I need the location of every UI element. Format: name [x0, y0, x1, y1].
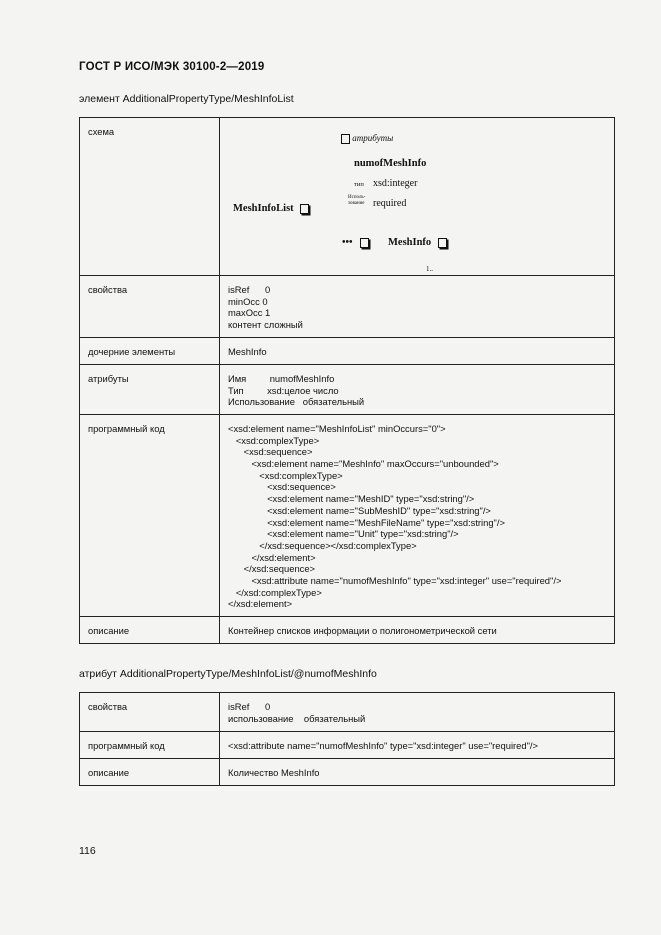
property-line: minOcc 0 [228, 295, 268, 307]
code-line: </xsd:sequence></xsd:complexType> [228, 539, 417, 551]
description-value: Количество MeshInfo [220, 759, 615, 786]
code-line: <xsd:complexType> [228, 469, 343, 481]
code-line: </xsd:sequence> [228, 563, 316, 575]
row-label: программный код [80, 732, 220, 759]
table-row-properties [80, 693, 615, 732]
property-line: isRef 0 [228, 701, 271, 712]
multiplicity: 1.. [426, 265, 433, 273]
page-title: ГОСТ Р ИСО/МЭК 30100-2—2019 [79, 61, 265, 73]
code-line: <xsd:element name="MeshFileName" type="xsd:string"/> [228, 516, 505, 528]
attributes-label: атрибуты [352, 133, 394, 143]
row-label: описание [80, 617, 220, 644]
code-line: <xsd:attribute name="numofMeshInfo" type="xsd:integer" use="required"/> [228, 575, 562, 587]
attribute-spec-table [79, 692, 615, 786]
attribute-line: Использование обязательный [228, 396, 365, 408]
child-box-icon [438, 238, 447, 248]
properties-cell [220, 693, 615, 732]
sequence-box-icon [360, 238, 369, 248]
code-line: <xsd:element name="MeshID" type="xsd:string"/> [228, 493, 475, 505]
schema-diagram [220, 118, 615, 276]
element-name: MeshInfoList [233, 203, 294, 214]
table-row-schema [80, 118, 615, 276]
row-label: описание [80, 759, 220, 786]
row-label: схема [80, 118, 220, 276]
attribute-section-heading: атрибут AdditionalPropertyType/MeshInfoList/@numofMeshInfo [79, 668, 377, 680]
row-label: свойства [80, 693, 220, 732]
attributes-cell [220, 364, 615, 414]
property-line: контент сложный [228, 319, 303, 331]
row-label: атрибуты [80, 364, 220, 414]
table-row-description [80, 617, 615, 644]
children-value: MeshInfo [220, 337, 615, 364]
code-line: <xsd:element name="MeshInfo" maxOccurs="unbounded"> [228, 458, 499, 470]
code-line: </xsd:element> [228, 598, 293, 610]
row-label: программный код [80, 414, 220, 616]
table-row-properties [80, 276, 615, 338]
type-value: xsd:integer [373, 178, 418, 189]
property-line: isRef 0 [228, 284, 271, 295]
sequence-node [342, 237, 369, 249]
table-row-code [80, 414, 615, 616]
type-key: тип [354, 181, 364, 188]
code-line: <xsd:element name="MeshInfoList" minOccurs="0"> [228, 422, 446, 434]
sequence-symbol: ••• [342, 237, 353, 248]
code-line: </xsd:element> [228, 551, 316, 563]
row-label: дочерние элементы [80, 337, 220, 364]
row-label: свойства [80, 276, 220, 338]
child-node [388, 237, 447, 249]
property-line: использование обязательный [228, 712, 366, 724]
code-line: <xsd:element name="Unit" type="xsd:string"/> [228, 528, 459, 540]
attribute-name: numofMeshInfo [354, 158, 427, 169]
code-cell [220, 414, 615, 616]
attribute-line: Имя numofMeshInfo [228, 372, 335, 384]
use-value: required [373, 198, 407, 209]
element-section-heading: элемент AdditionalPropertyType/MeshInfoList [79, 93, 294, 105]
attributes-group [341, 133, 393, 145]
code-line: <xsd:complexType> [228, 434, 320, 446]
properties-cell [220, 276, 615, 338]
table-row-code [80, 732, 615, 759]
property-line: maxOcc 1 [228, 307, 271, 319]
element-node [233, 203, 309, 215]
description-value: Контейнер списков информации о полигонометрической сети [220, 617, 615, 644]
element-spec-table [79, 117, 615, 644]
code-line: <xsd:element name="SubMeshID" type="xsd:string"/> [228, 504, 491, 516]
code-line: <xsd:sequence> [228, 446, 313, 458]
code-line: <xsd:sequence> [228, 481, 336, 493]
child-name: MeshInfo [388, 237, 432, 248]
use-key: Исполь- зование [348, 195, 366, 206]
code-line: </xsd:complexType> [228, 586, 322, 598]
table-row-description [80, 759, 615, 786]
table-row-children [80, 337, 615, 364]
code-value: <xsd:attribute name="numofMeshInfo" type="xsd:integer" use="required"/> [220, 732, 615, 759]
element-box-icon [300, 204, 309, 214]
page-number: 116 [79, 845, 96, 857]
attribute-line: Тип xsd:целое число [228, 384, 339, 396]
table-row-attributes [80, 364, 615, 414]
attributes-box-icon [341, 134, 350, 144]
